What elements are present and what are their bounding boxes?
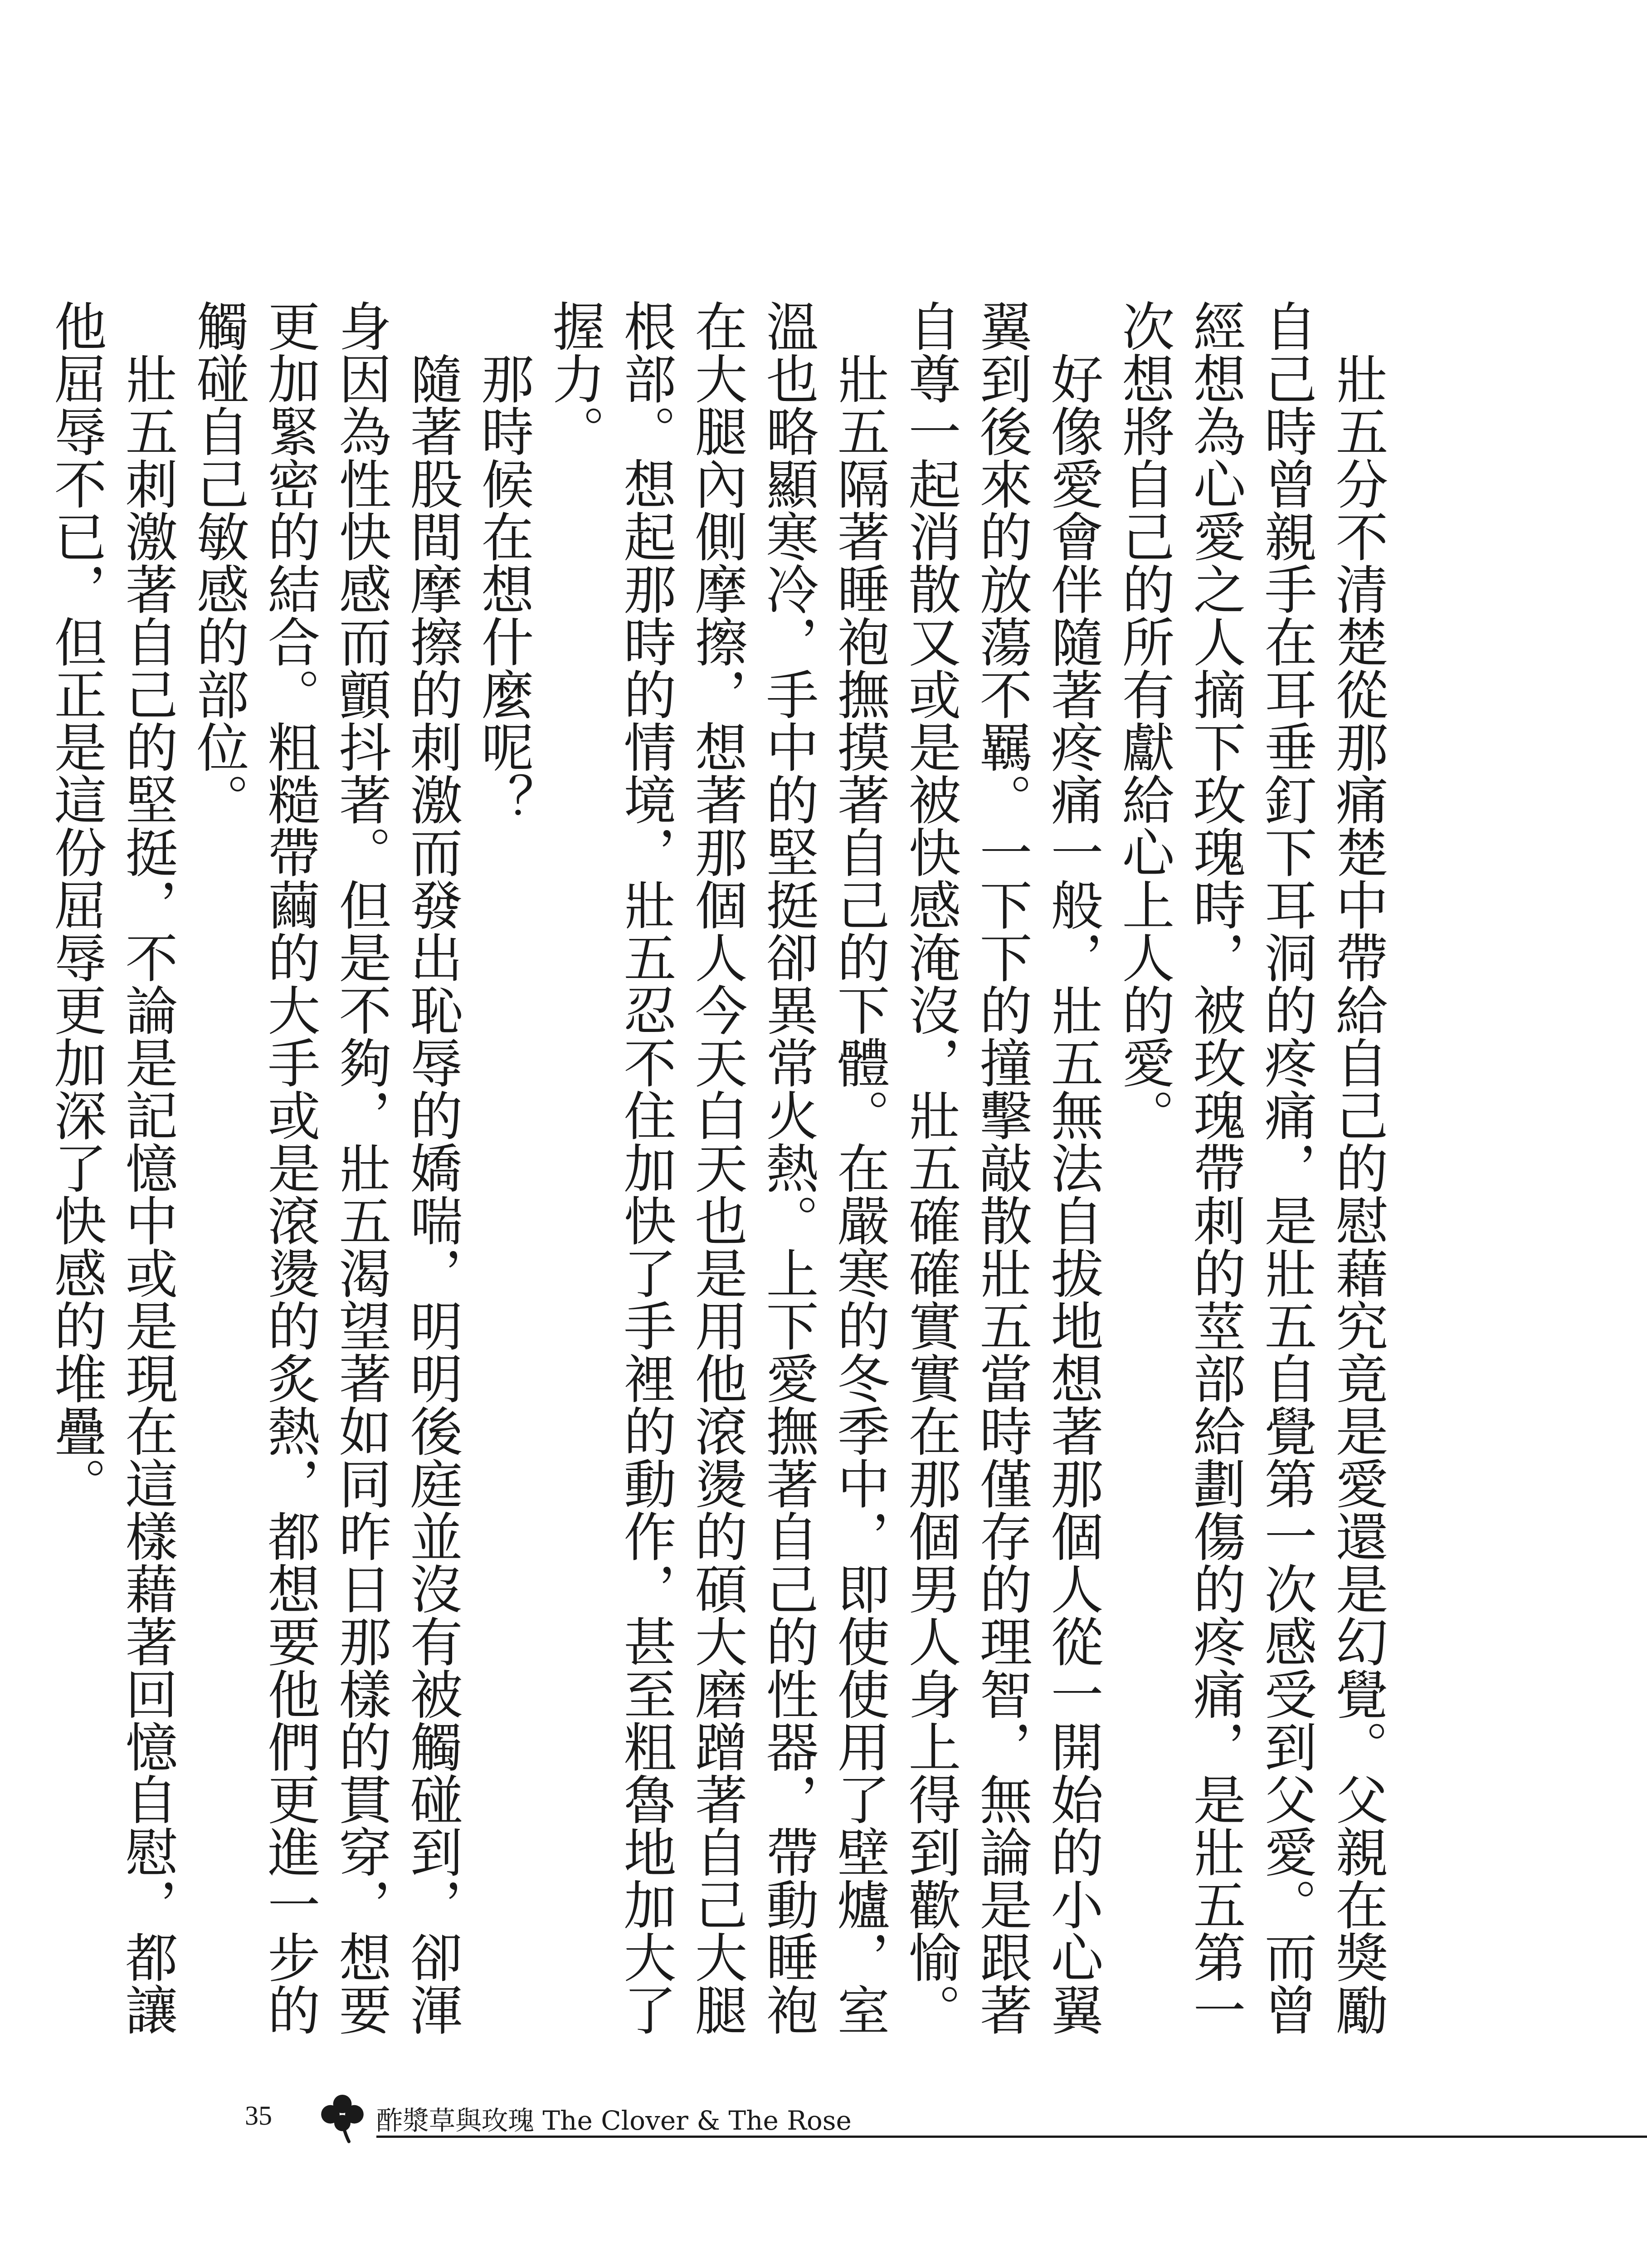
paragraph-6: 壯五刺激著自己的堅挺，不論是記憶中或是現在這樣藉著回憶自慰，都讓他屈辱不已，但正是這份屈辱更加深了快感的堆疊。	[45, 299, 178, 2036]
footer-rule	[376, 2136, 1647, 2138]
paragraph-3: 壯五隔著睡袍撫摸著自己的下體。在嚴寒的冬季中，即使使用了壁爐，室溫也略顯寒冷，手中的堅挺卻異常火熱。上下愛撫著自己的性器，帶動睡袍在大腿內側摩擦，想著那個人今天白天也是用他滾燙的碩大磨蹭著自己大腿根部。想起那時的情境，壯五忍不住加快了手裡的動作，甚至粗魯地加大了握力。	[544, 299, 890, 2036]
paragraph-1: 壯五分不清楚從那痛楚中帶給自己的慰藉究竟是愛還是幻覺。父親在獎勵自己時曾親手在耳垂釘下耳洞的疼痛，是壯五自覺第一次感受到父愛。而曾經想為心愛之人摘下玫瑰時，被玫瑰帶刺的莖部給劃傷的疼痛，是壯五第一次想將自己的所有獻給心上人的愛。	[1113, 299, 1388, 2036]
paragraph-4: 那時候在想什麼呢？	[473, 352, 534, 826]
book-title: 酢漿草與玫瑰 The Clover & The Rose	[376, 2105, 852, 2136]
page-footer	[236, 2087, 1647, 2168]
clover-icon	[315, 2089, 370, 2144]
paragraph-5: 隨著股間摩擦的刺激而發出恥辱的嬌喘，明明後庭並沒有被觸碰到，卻渾身因為性快感而顫抖著。但是不夠，壯五渴望著如同昨日那樣的貫穿，想要更加緊密的結合。粗糙帶繭的大手或是滾燙的炙熱，都想要他們更進一步的觸碰自己敏感的部位。	[188, 299, 463, 2036]
vertical-body-text	[40, 299, 1393, 2068]
page-number: 35	[245, 2101, 272, 2131]
paragraph-2: 好像愛會伴隨著疼痛一般，壯五無法自拔地想著那個人從一開始的小心翼翼到後來的放蕩不羈。一下下的撞擊敲散壯五當時僅存的理智，無論是跟著自尊一起消散又或是被快感淹沒，壯五確確實實在那個男人身上得到歡愉。	[900, 299, 1103, 2036]
